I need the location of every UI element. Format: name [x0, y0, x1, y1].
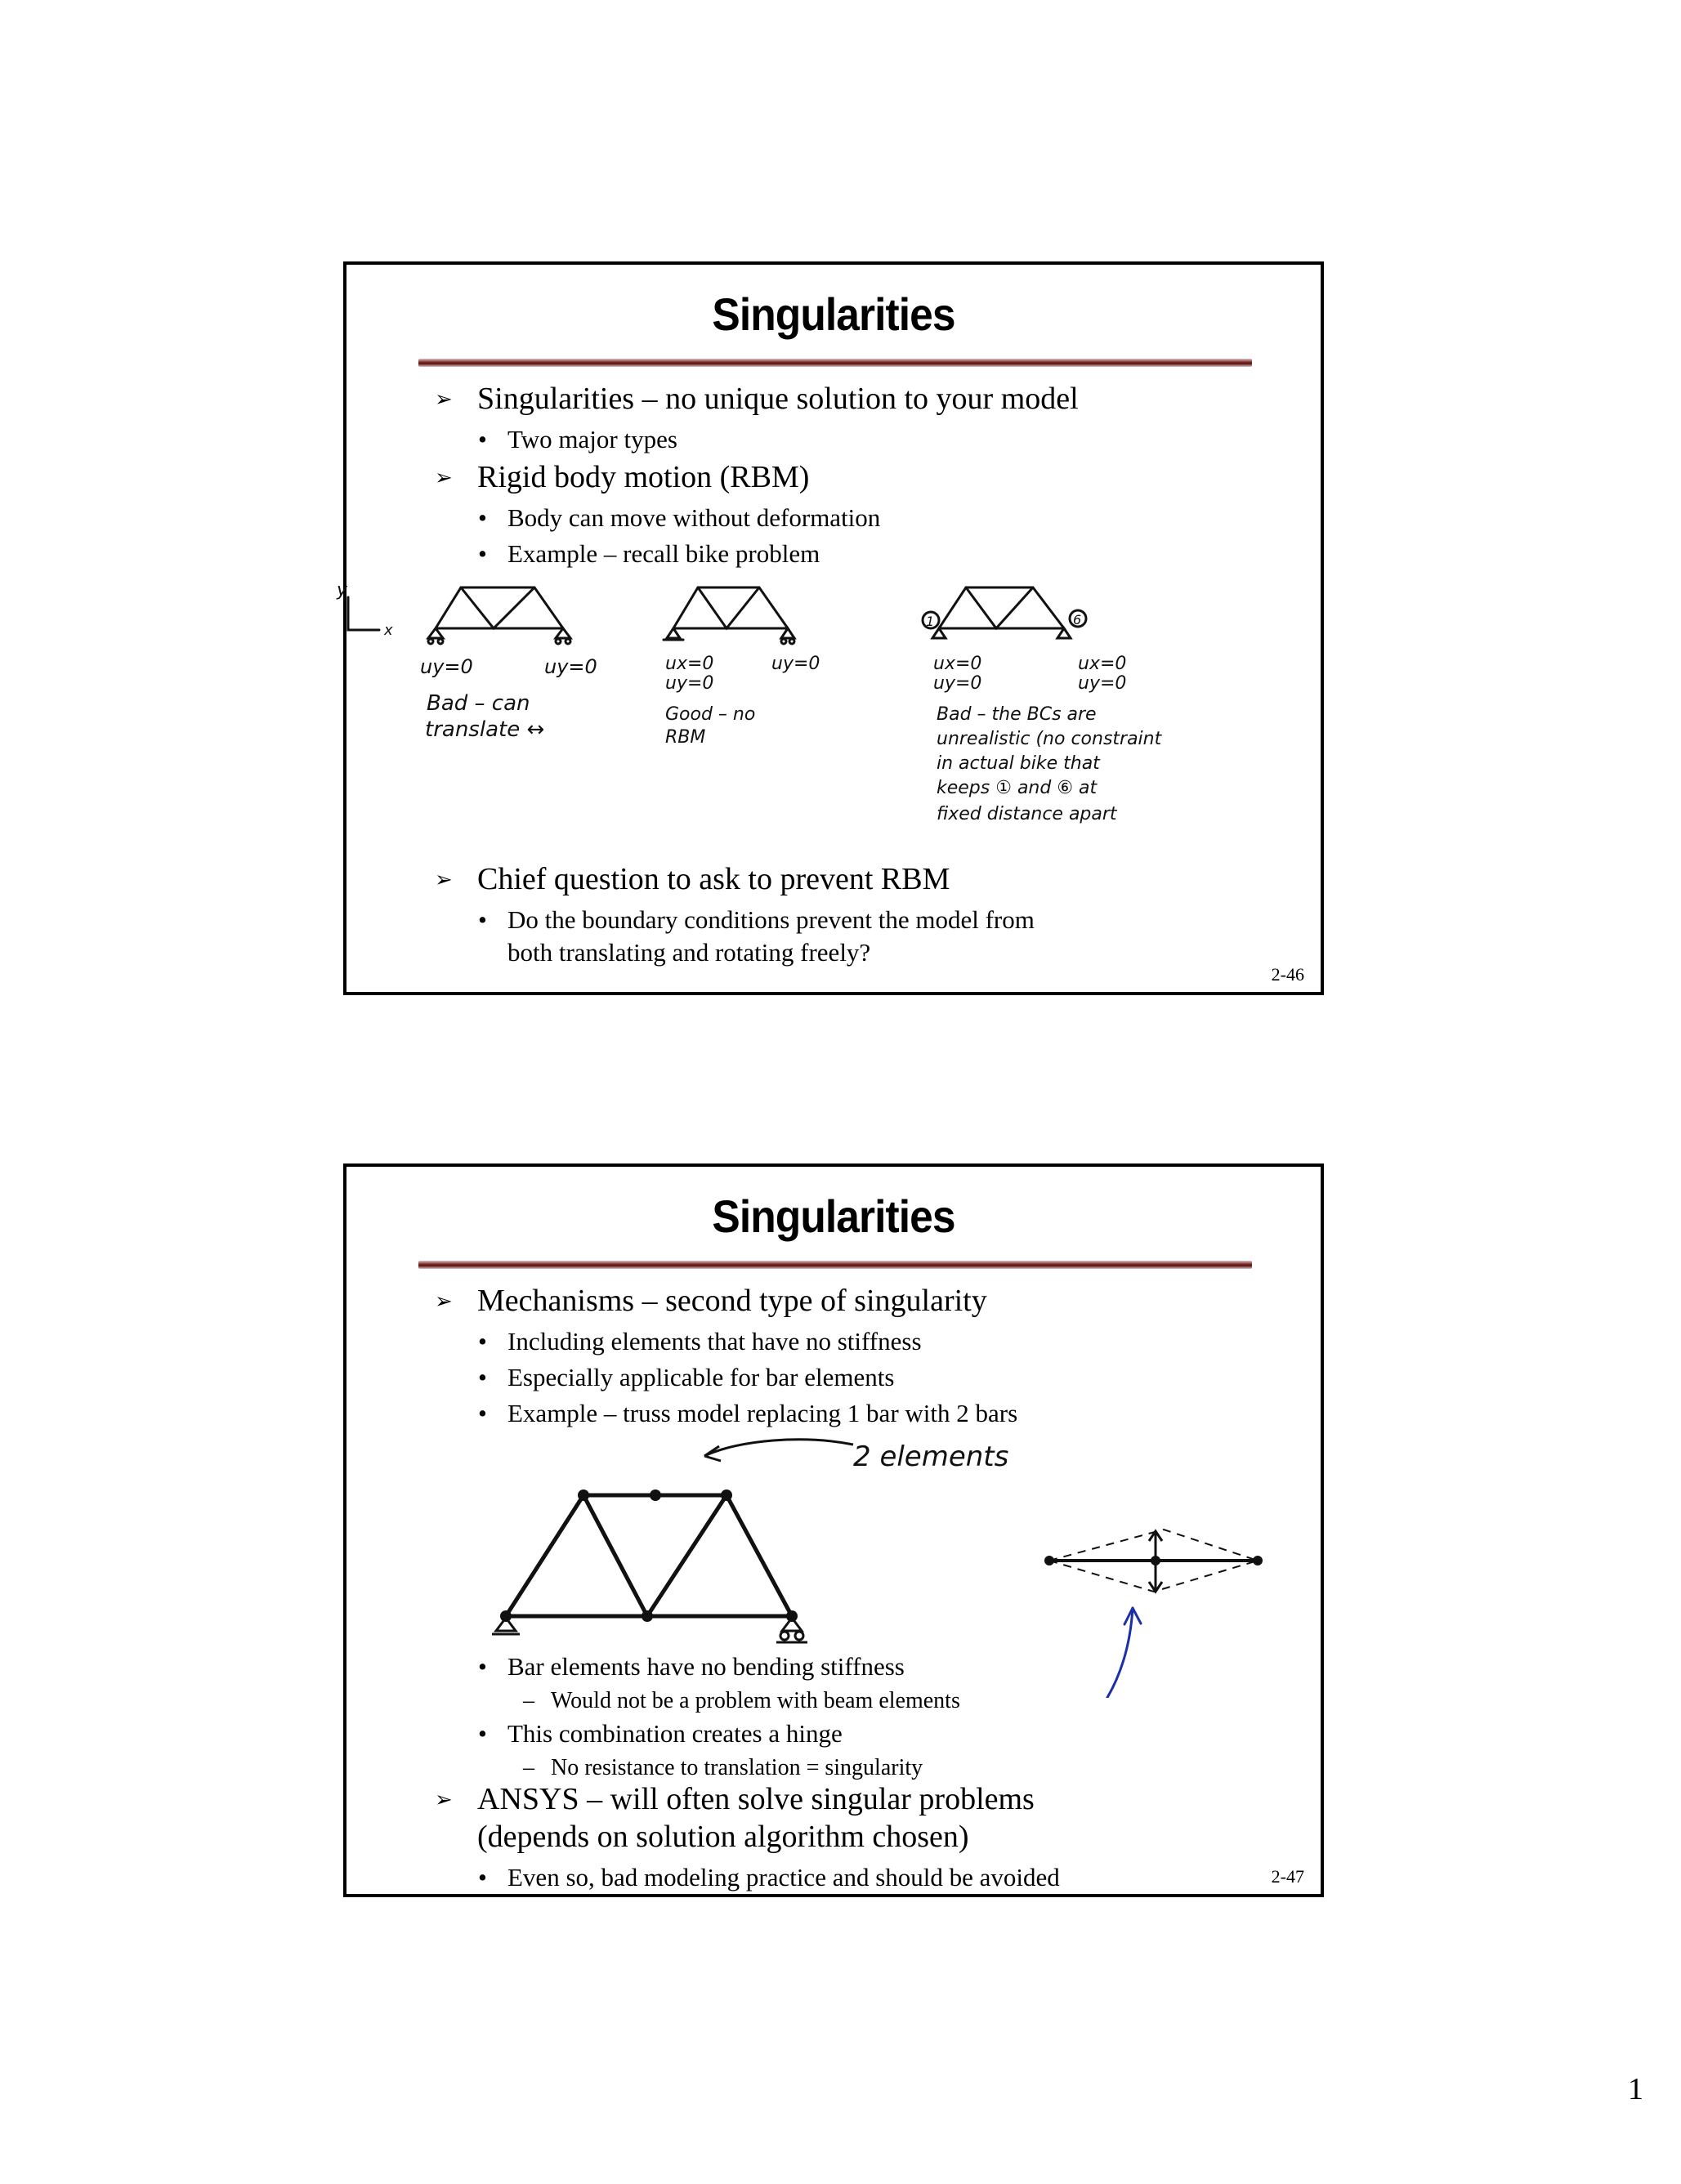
dash-bullet-icon: –: [523, 1755, 534, 1780]
rbm-truss-sketch: [265, 579, 1180, 849]
bullet-singularities: ➢ Singularities – no unique solution to your model: [435, 382, 1079, 416]
bullet-chief-question: ➢ Chief question to ask to prevent RBM: [435, 862, 950, 896]
sub-bullet: • Body can move without deformation: [478, 503, 881, 532]
t3-bc-left: ux=0: [933, 654, 982, 674]
dot-bullet-icon: •: [478, 1719, 487, 1748]
sub-bullet-continued: both translating and rotating freely?: [507, 938, 871, 967]
dot-bullet-icon: •: [478, 1863, 487, 1891]
bullet-ansys: ➢ ANSYS – will often solve singular problems: [435, 1782, 1035, 1816]
dot-bullet-icon: •: [478, 425, 487, 453]
dot-bullet-icon: •: [478, 539, 487, 568]
sub-bullet: • Example – recall bike problem: [478, 539, 820, 568]
dot-bullet-icon: •: [478, 1327, 487, 1356]
dash-bullet-icon: –: [523, 1688, 534, 1713]
t3-note: fixed distance apart: [937, 804, 1117, 824]
arrow-bullet-icon: ➢: [435, 387, 453, 412]
t3-node-label: 1: [926, 614, 935, 629]
axis-x-label: x: [384, 622, 393, 639]
t3-note: in actual bike that: [937, 753, 1100, 774]
arrow-bullet-icon: ➢: [435, 1788, 453, 1812]
slide-2-46: [337, 261, 1324, 995]
sub-bullet: • Especially applicable for bar elements: [478, 1363, 895, 1391]
bullet-mechanisms: ➢ Mechanisms – second type of singularity: [435, 1284, 987, 1318]
page-number: 1: [1628, 2072, 1643, 2106]
slide-title: Singularities: [712, 1190, 955, 1242]
axis-y-label: y: [337, 580, 348, 601]
slide-number: 2-46: [1271, 964, 1304, 985]
sub-bullet: • Including elements that have no stiffness: [478, 1327, 922, 1356]
t1-note: translate ↔: [425, 717, 545, 742]
t2-note: RBM: [665, 727, 706, 748]
t3-bc-right: uy=0: [1078, 673, 1127, 694]
slide-2-47: [343, 1163, 1324, 1897]
t2-note: Good – no: [665, 704, 756, 725]
dot-bullet-icon: •: [478, 1399, 487, 1427]
t1-note: Bad – can: [427, 691, 530, 716]
arrow-bullet-icon: ➢: [435, 868, 453, 892]
arrow-bullet-icon: ➢: [435, 466, 453, 490]
slide-title: Singularities: [712, 288, 955, 340]
t3-note: Bad – the BCs are: [937, 704, 1097, 725]
dot-bullet-icon: •: [478, 1652, 487, 1681]
sub-bullet: • This combination creates a hinge: [478, 1719, 843, 1748]
t3-bc-left: uy=0: [933, 673, 982, 694]
sub-bullet: • Do the boundary conditions prevent the model from: [478, 905, 1035, 934]
title-rule: [418, 359, 1252, 367]
sub-bullet: • Bar elements have no bending stiffness: [478, 1652, 905, 1681]
sub-sub-bullet: – Would not be a problem with beam elements: [523, 1688, 960, 1713]
dot-bullet-icon: •: [478, 503, 487, 532]
bullet-rbm: ➢ Rigid body motion (RBM): [435, 460, 810, 494]
t3-note: unrealistic (no constraint: [937, 729, 1162, 749]
t3-note: keeps ① and ⑥ at: [937, 778, 1098, 798]
t3-bc-right: ux=0: [1078, 654, 1127, 674]
two-elements-label: 2 elements: [853, 1440, 1009, 1473]
sub-bullet: • Example – truss model replacing 1 bar with 2 bars: [478, 1399, 1018, 1427]
bullet-ansys-continued: (depends on solution algorithm chosen): [477, 1820, 969, 1854]
arrow-bullet-icon: ➢: [435, 1289, 453, 1314]
slide-number: 2-47: [1271, 1866, 1304, 1887]
t2-bc-left: uy=0: [665, 673, 714, 694]
sub-sub-bullet: – No resistance to translation = singularity: [523, 1755, 923, 1780]
t1-bc-left: uy=0: [420, 655, 473, 678]
sub-bullet: • Two major types: [478, 425, 677, 453]
sub-bullet: • Even so, bad modeling practice and should be avoided: [478, 1863, 1060, 1891]
t1-bc-right: uy=0: [544, 655, 597, 678]
t3-node-label: 6: [1073, 612, 1082, 628]
title-rule: [418, 1261, 1252, 1269]
dot-bullet-icon: •: [478, 905, 487, 934]
t2-bc-left: ux=0: [665, 654, 714, 674]
t2-bc-right: uy=0: [771, 654, 820, 674]
dot-bullet-icon: •: [478, 1363, 487, 1391]
